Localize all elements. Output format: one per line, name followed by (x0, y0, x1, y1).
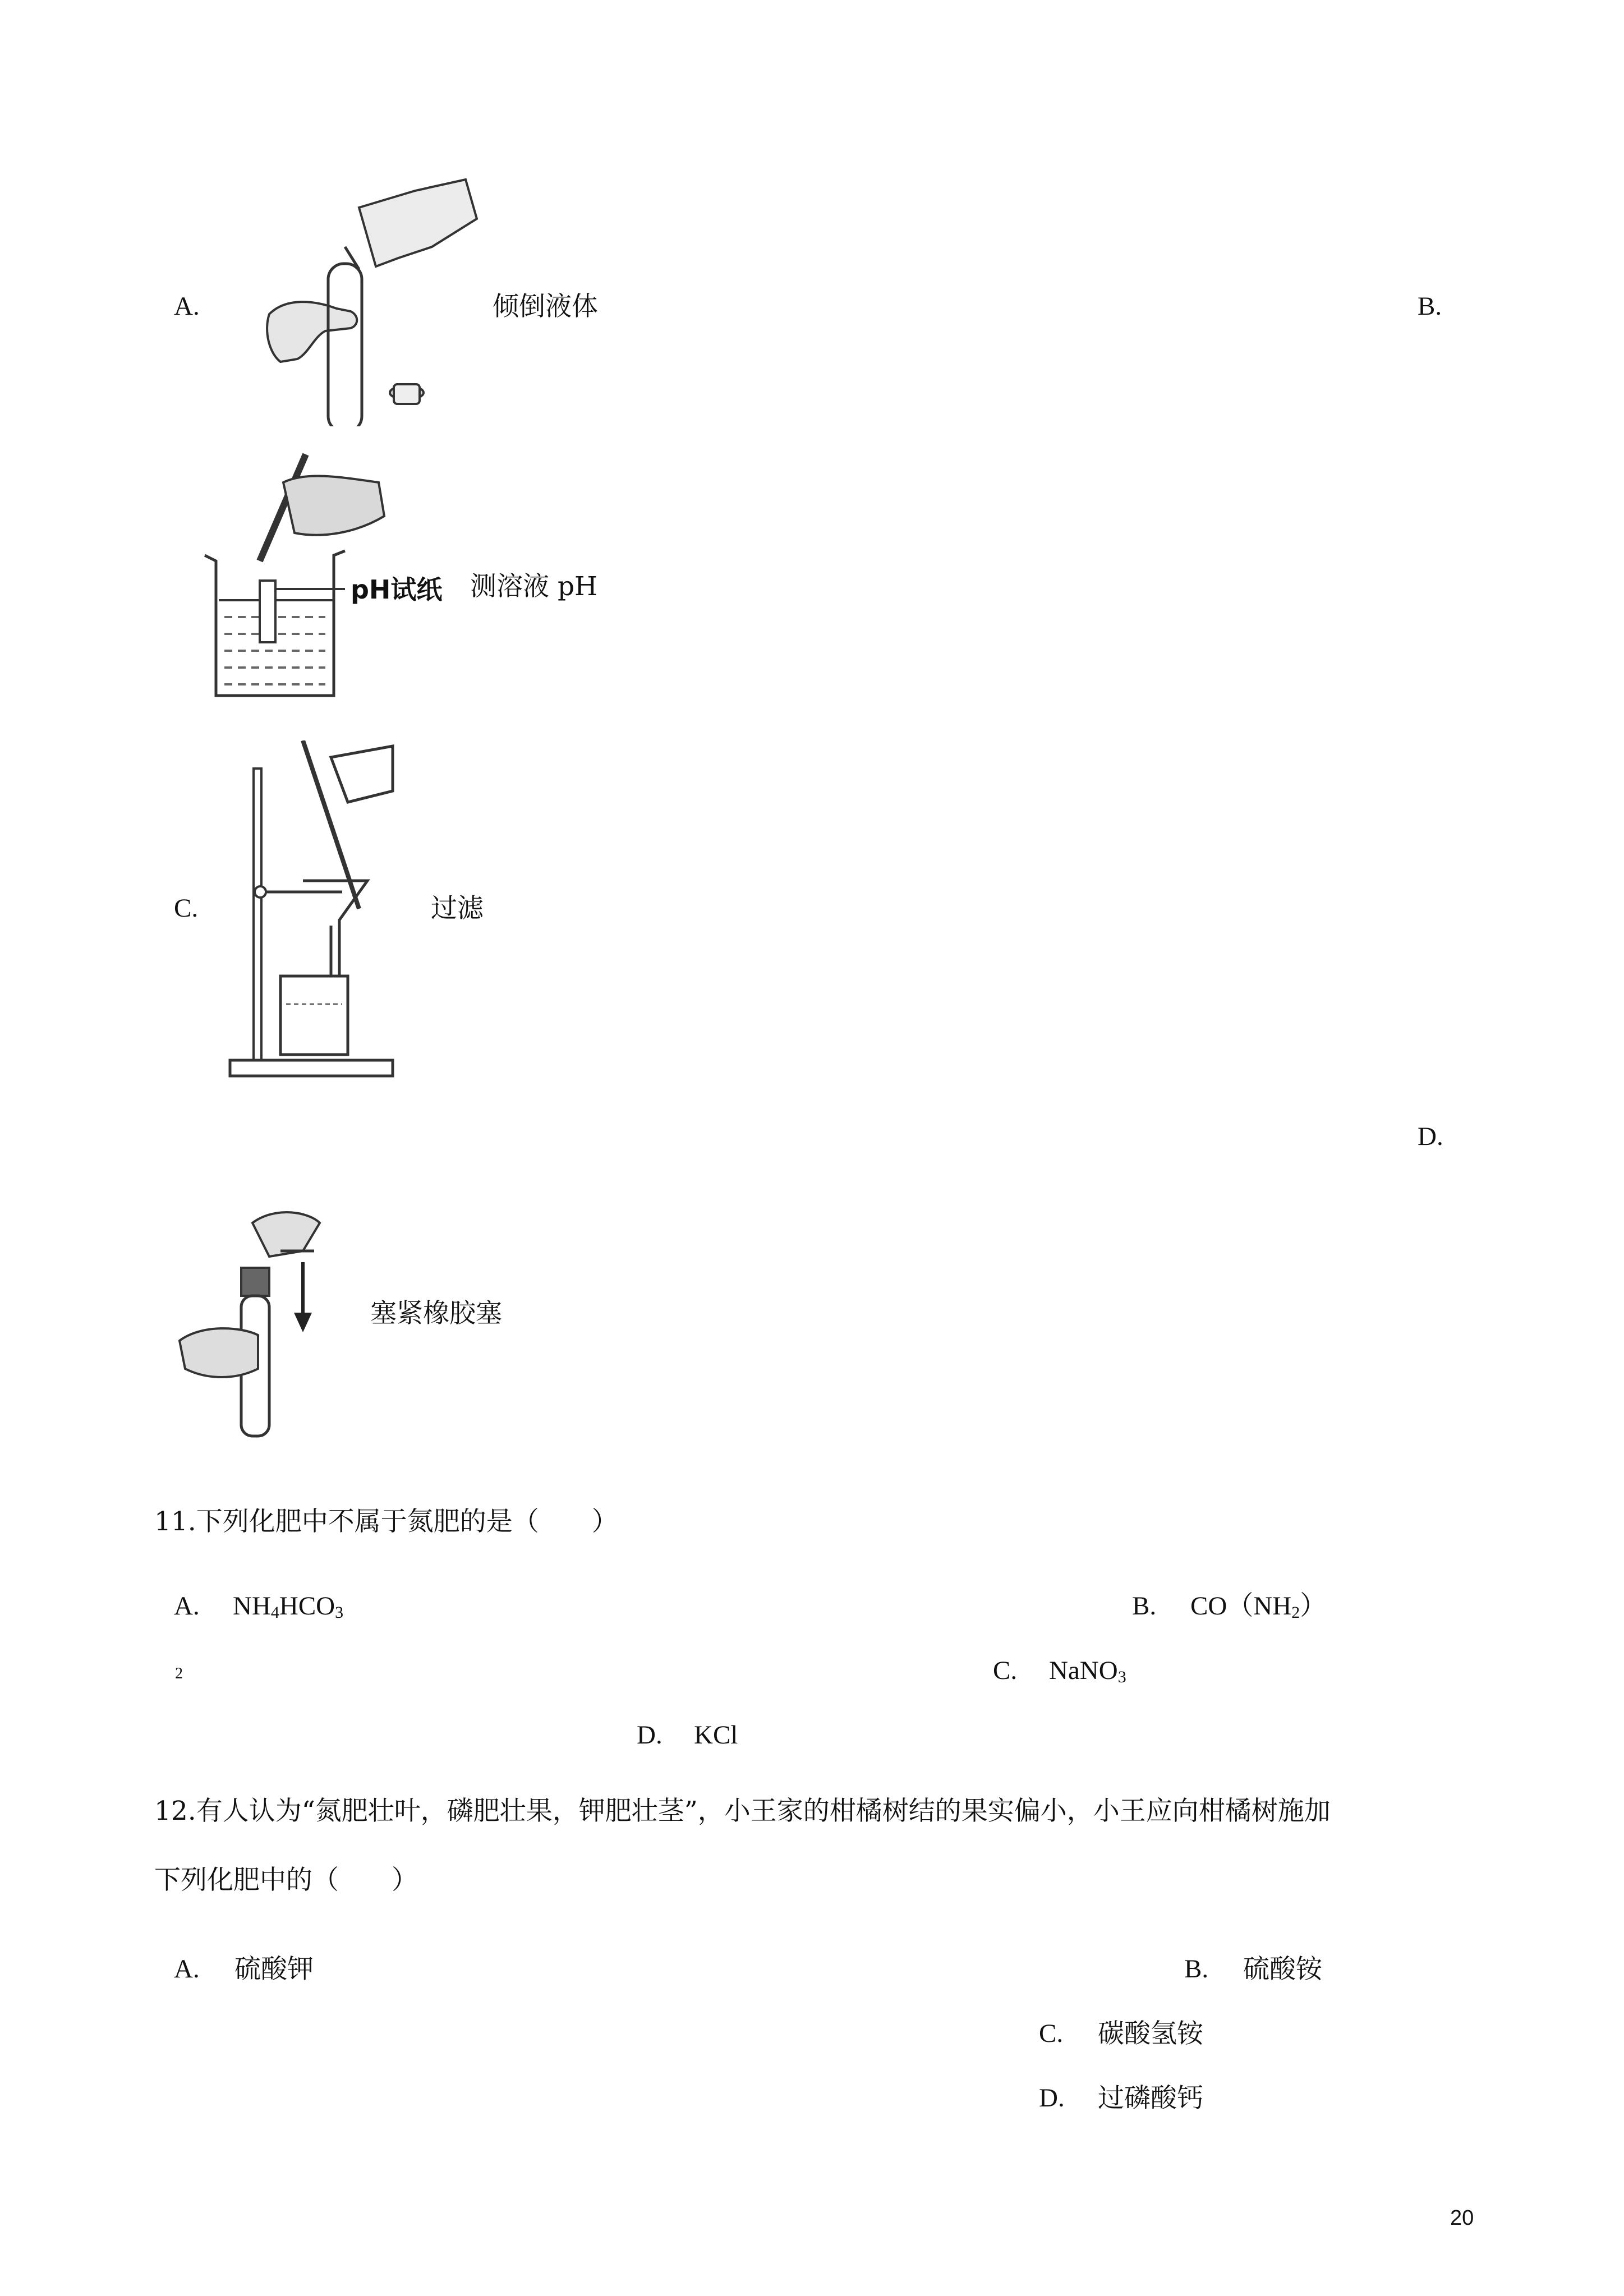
q11-option-d-formula: KCl (694, 1720, 738, 1750)
rubber-stopper-figure (174, 1200, 342, 1442)
q12-option-d-letter: D. (1039, 2083, 1065, 2113)
q10-option-b-letter: B. (1418, 292, 1442, 321)
q12-option-b-letter: B. (1184, 1954, 1209, 1984)
ph-paper-label: pH试纸 (351, 574, 443, 605)
q11-option-c-formula: NaNO$_3$ (1049, 1656, 1126, 1686)
q10-option-d-caption: 塞紧橡胶塞 (370, 1298, 502, 1329)
q11-option-b-letter: B. (1132, 1591, 1157, 1621)
q12-option-c-text: 碳酸氢铵 (1098, 2018, 1203, 2049)
q11-option-d-letter: D. (637, 1720, 663, 1750)
filtration-figure (224, 740, 404, 1083)
q10-option-c-caption: 过滤 (431, 893, 484, 924)
q12-option-a-text: 硫酸钾 (234, 1954, 314, 1985)
q10-option-c-letter: C. (174, 894, 199, 923)
pouring-liquid-figure (247, 168, 494, 426)
page-number: 20 (1450, 2206, 1474, 2230)
ph-test-figure (194, 449, 474, 701)
q12-stem-line-2: 下列化肥中的（ ） (154, 1865, 418, 1895)
q11-option-c-letter: C. (993, 1656, 1018, 1685)
q11-stem: 11.下列化肥中不属于氮肥的是（ ） (154, 1506, 618, 1537)
q10-option-a-letter: A. (174, 292, 200, 321)
q12-stem-line-1: 12.有人认为“氮肥壮叶，磷肥壮果，钾肥壮茎”，小王家的柑橘树结的果实偏小，小王应向柑橘树施加 (154, 1796, 1331, 1826)
q12-option-c-letter: C. (1039, 2019, 1064, 2048)
q11-option-a-letter: A. (174, 1591, 200, 1621)
q10-option-b-caption: 测溶液 pH (470, 571, 598, 602)
q12-option-d-text: 过磷酸钙 (1098, 2083, 1203, 2114)
q10-option-d-letter: D. (1418, 1122, 1443, 1151)
q12-option-b-text: 硫酸铵 (1243, 1954, 1322, 1985)
q12-option-a-letter: A. (174, 1954, 200, 1984)
q10-option-a-caption: 倾倒液体 (493, 291, 598, 322)
q11-option-a-formula: $NH_4HCO_3$ (233, 1591, 344, 1622)
q11-option-b-subscript-tail: 2 (175, 1665, 183, 1682)
q11-option-b-formula: $CO(NH_2)$ (1190, 1591, 1327, 1622)
